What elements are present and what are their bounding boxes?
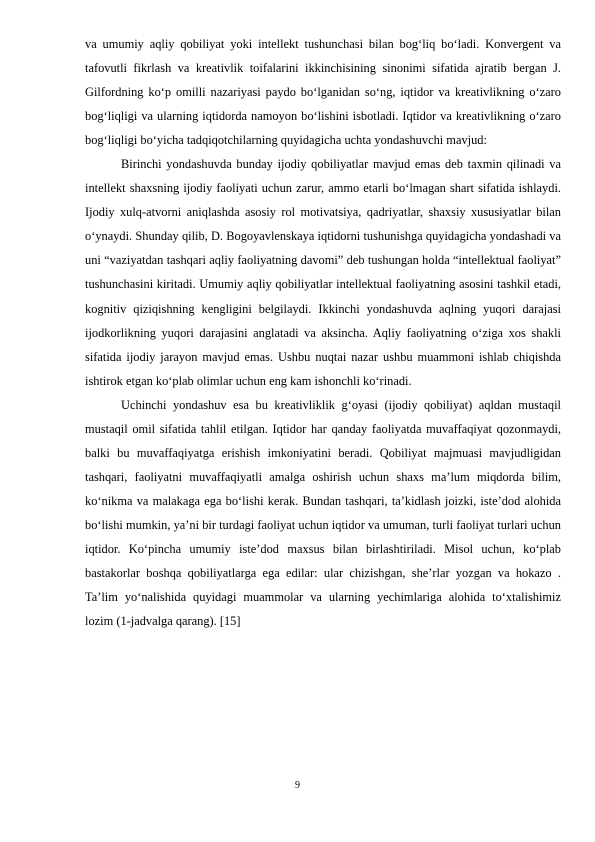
page-number: 9 — [295, 780, 300, 791]
paragraph-1: va umumiy aqliy qobiliyat yoki intellekt tushunchasi bilan bog‘liq bo‘ladi. Konvergent va tafovutli fikrlash va kreativlik toifalarini ikkinchisining sinonimi sifatida ajratib bergan J. Gilfordning ko‘p omilli nazariyasi paydo bo‘lganidan so‘ng, iqtidor va kreativlikning o‘zaro bog‘liqligi va ularning iqtidorda namoyon bo‘lishini isbotladi. Iqtidor va kreativlikning o‘zaro bog‘liqligi bo‘yicha tadqiqotchilarning quyidagicha uchta yondashuvchi mavjud: — [85, 37, 561, 148]
paragraph-3: Uchinchi yondashuv esa bu kreativliklik g‘oyasi (ijodiy qobiliyat) aqldan mustaqil mustaqil omil sifatida tahlil etilgan. Iqtidor har qanday faoliyatda muvaffaqiyat qozonmaydi, balki bu muvaffaqiyatga erishish imkoniyatini beradi. Qobiliyat majmuasi mavjudligidan tashqari, faoliyatni muvaffaqiyatli amalga oshirish uchun shaxs ma’lum miqdorda bilim, ko‘nikma va malakaga ega bo‘lishi kerak. Bundan tashqari, ta’kidlash joizki, iste’dod alohida bo‘lishi mumkin, ya’ni bir turdagi faoliyat uchun iqtidor va umuman, turli faoliyat turlari uchun iqtidor. Ko‘pincha umumiy iste’dod maxsus bilan birlashtiriladi. Misol uchun, ko‘plab bastakorlar boshqa qobiliyatlarga ega edilar: ular chizishgan, she’rlar yozgan va hokazo . Ta’lim yo‘nalishida quyidagi muammolar va ularning yechimlariga alohida to‘xtalishimiz lozim (1-jadvalga qarang). [15] — [85, 397, 561, 629]
paragraph-2: Birinchi yondashuvda bunday ijodiy qobiliyatlar mavjud emas deb taxmin qilinadi va intellekt shaxsning ijodiy faoliyati uchun zarur, ammo etarli bo‘lmagan shart sifatida ishlaydi. Ijodiy xulq-atvorni aniqlashda asosiy rol motivatsiya, qadriyatlar, shaxsiy xususiyatlar bilan o‘ynaydi. Shunday qilib, D. Bogoyavlenskaya iqtidorni tushunishga quyidagicha yondashadi va uni “vaziyatdan tashqari aqliy faoliyatning davomi” deb tushungan holda “intellektual faoliyat” tushunchasini kiritadi. Umumiy aqliy qobiliyatlar intellektual faoliyatning asosini tashkil etadi, kognitiv qiziqishning kengligini belgilaydi. Ikkinchi yondashuvda aqlning yuqori darajasi ijodkorlikning yuqori darajasini anglatadi va aksincha. Aqliy faoliyatning o‘ziga xos shakli sifatida ijodiy jarayon mavjud emas. Ushbu nuqtai nazar ushbu muammoni ishlab chiqishda ishtirok etgan ko‘plab olimlar uchun eng kam ishonchli ko‘rinadi. — [85, 157, 561, 388]
document-body — [85, 32, 561, 633]
